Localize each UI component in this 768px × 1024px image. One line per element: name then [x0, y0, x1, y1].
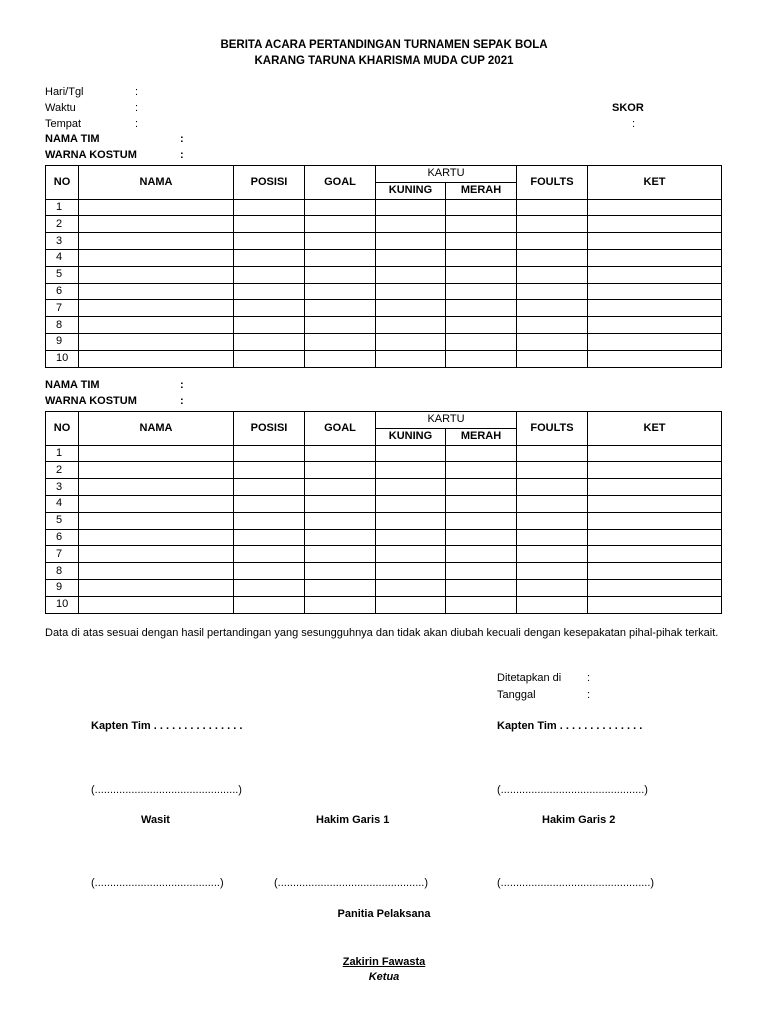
ketua-name: Zakirin Fawasta: [342, 956, 426, 968]
table-row: [46, 233, 722, 250]
panitia-label: Panitia Pelaksana: [337, 908, 431, 920]
row-number: 5: [46, 266, 79, 283]
table-row: [46, 512, 722, 529]
team1-kit-label: WARNA KOSTUM: [45, 149, 137, 161]
team2-kit-label: WARNA KOSTUM: [45, 395, 137, 407]
row-number: 2: [46, 216, 79, 233]
hakim-garis-1-label: Hakim Garis 1: [316, 814, 390, 826]
table-row: [46, 479, 722, 496]
col-header-foults: FOULTS: [517, 412, 588, 446]
team1-kit-colon: :: [180, 149, 184, 161]
table-row: [46, 300, 722, 317]
col-header-goal: GOAL: [305, 412, 376, 446]
hakim-garis-2-label: Hakim Garis 2: [542, 814, 616, 826]
row-number: 1: [46, 445, 79, 462]
waktu-label: Waktu: [45, 102, 76, 114]
document-title-line-1: BERITA ACARA PERTANDINGAN TURNAMEN SEPAK BOLA: [220, 39, 548, 51]
signature-blank-wasit: (.........................................): [91, 877, 224, 889]
col-header-kartu: KARTU: [376, 166, 517, 183]
col-header-ket: KET: [588, 412, 722, 446]
table-row: [46, 579, 722, 596]
hari-tgl-colon: :: [135, 86, 139, 98]
document-title-line-2: KARANG TARUNA KHARISMA MUDA CUP 2021: [254, 55, 514, 67]
col-header-no: NO: [46, 412, 79, 446]
team1-player-table: [45, 165, 722, 368]
signature-blank-left: (...............................................): [91, 784, 242, 796]
team1-name-colon: :: [180, 133, 184, 145]
tanggal-label: Tanggal: [497, 689, 536, 701]
table-row: [46, 529, 722, 546]
row-number: 5: [46, 512, 79, 529]
row-number: 10: [46, 350, 79, 367]
signature-blank-hakim2: (.................................................): [497, 877, 655, 889]
table-row: [46, 249, 722, 266]
row-number: 3: [46, 233, 79, 250]
table-row: [46, 333, 722, 350]
team2-name-label: NAMA TIM: [45, 379, 100, 391]
table-row: [46, 445, 722, 462]
row-number: 6: [46, 529, 79, 546]
table-row: [46, 199, 722, 216]
team1-name-label: NAMA TIM: [45, 133, 100, 145]
row-number: 8: [46, 563, 79, 580]
row-number: 3: [46, 479, 79, 496]
row-number: 7: [46, 300, 79, 317]
row-number: 1: [46, 199, 79, 216]
col-header-posisi: POSISI: [234, 166, 305, 200]
col-header-merah: MERAH: [446, 182, 517, 199]
waktu-colon: :: [135, 102, 139, 114]
table-row: [46, 216, 722, 233]
ditetapkan-colon: :: [587, 672, 591, 684]
wasit-label: Wasit: [141, 814, 170, 826]
table-row: [46, 283, 722, 300]
col-header-ket: KET: [588, 166, 722, 200]
col-header-foults: FOULTS: [517, 166, 588, 200]
hari-tgl-label: Hari/Tgl: [45, 86, 84, 98]
col-header-nama: NAMA: [79, 166, 234, 200]
col-header-nama: NAMA: [79, 412, 234, 446]
table-row: [46, 546, 722, 563]
signature-blank-right: (...............................................): [497, 784, 648, 796]
row-number: 9: [46, 333, 79, 350]
team2-player-table: [45, 411, 722, 614]
table-row: [46, 596, 722, 613]
row-number: 4: [46, 249, 79, 266]
tanggal-colon: :: [587, 689, 591, 701]
statement-paragraph: Data di atas sesuai dengan hasil pertandingan yang sesungguhnya dan tidak akan diubah kecuali dengan kesepakatan pihal-pihak terkait.: [45, 627, 719, 639]
table-row: [46, 495, 722, 512]
row-number: 4: [46, 495, 79, 512]
table-row: [46, 462, 722, 479]
table-row: [46, 350, 722, 367]
ditetapkan-label: Ditetapkan di: [497, 672, 562, 684]
ketua-title: Ketua: [368, 971, 400, 983]
table-row: [46, 563, 722, 580]
signature-blank-hakim1: (................................................): [274, 877, 429, 889]
col-header-merah: MERAH: [446, 428, 517, 445]
skor-label: SKOR: [612, 102, 644, 114]
col-header-no: NO: [46, 166, 79, 200]
col-header-kuning: KUNING: [376, 428, 446, 445]
team2-name-colon: :: [180, 379, 184, 391]
tempat-label: Tempat: [45, 118, 82, 130]
row-number: 2: [46, 462, 79, 479]
tempat-colon: :: [135, 118, 139, 130]
team2-kit-colon: :: [180, 395, 184, 407]
row-number: 7: [46, 546, 79, 563]
col-header-posisi: POSISI: [234, 412, 305, 446]
col-header-kartu: KARTU: [376, 412, 517, 429]
row-number: 10: [46, 596, 79, 613]
col-header-kuning: KUNING: [376, 182, 446, 199]
col-header-goal: GOAL: [305, 166, 376, 200]
row-number: 8: [46, 317, 79, 334]
skor-colon: :: [632, 118, 636, 130]
row-number: 9: [46, 579, 79, 596]
kapten-tim-right: Kapten Tim . . . . . . . . . . . . . .: [497, 720, 643, 732]
row-number: 6: [46, 283, 79, 300]
table-row: [46, 266, 722, 283]
kapten-tim-left: Kapten Tim . . . . . . . . . . . . . . .: [91, 720, 243, 732]
table-row: [46, 317, 722, 334]
